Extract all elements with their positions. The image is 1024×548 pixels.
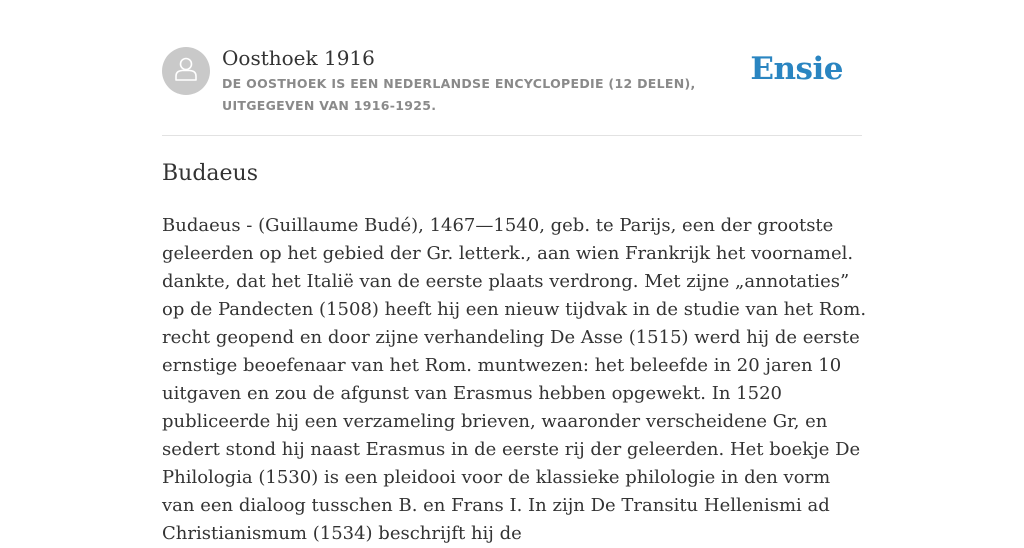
article-body: Budaeus - (Guillaume Budé), 1467—1540, geb. te Parijs, een der grootste geleerden op het gebied der Gr. letterk., aan wien Frankrijk het voornamel. dankte, dat het Italië van de eerste plaats verdrong. Met zijne „annotaties” op de Pandecten (1508) heeft hij een nieuw tijdvak in de studie van het Rom. recht geopend en door zijne verhandeling De Asse (1515) werd hij de eerste ernstige beoefenaar van het Rom. muntwezen: het beleefde in 20 jaren 10 uitgaven en zou de afgunst van Erasmus hebben opgewekt. In 1520 publiceerde hij een verzameling brieven, waaronder verscheidene Gr, en sedert stond hij naast Erasmus in de eerste rij der geleerden. Het boekje De Philologia (1530) is een pleidooi voor de klassieke philologie in den vorm van een dialoog tusschen B. en Frans I. In zijn De Transitu Hellenismi ad Christianismum (1534) beschrijft hij de bbox=[162, 215, 867, 544]
user-silhouette-icon bbox=[171, 54, 201, 89]
brand-logo-link[interactable]: Ensie bbox=[750, 51, 843, 87]
source-title-link[interactable]: Oosthoek 1916 bbox=[222, 46, 375, 70]
article-title: Budaeus bbox=[162, 161, 259, 186]
source-description: DE OOSTHOEK IS EEN NEDERLANDSE ENCYCLOPEDIE (12 DELEN), UITGEGEVEN VAN 1916-1925. bbox=[222, 76, 696, 113]
avatar[interactable] bbox=[162, 47, 210, 95]
divider bbox=[162, 135, 862, 136]
source-info bbox=[222, 46, 762, 117]
source-header bbox=[162, 46, 862, 118]
